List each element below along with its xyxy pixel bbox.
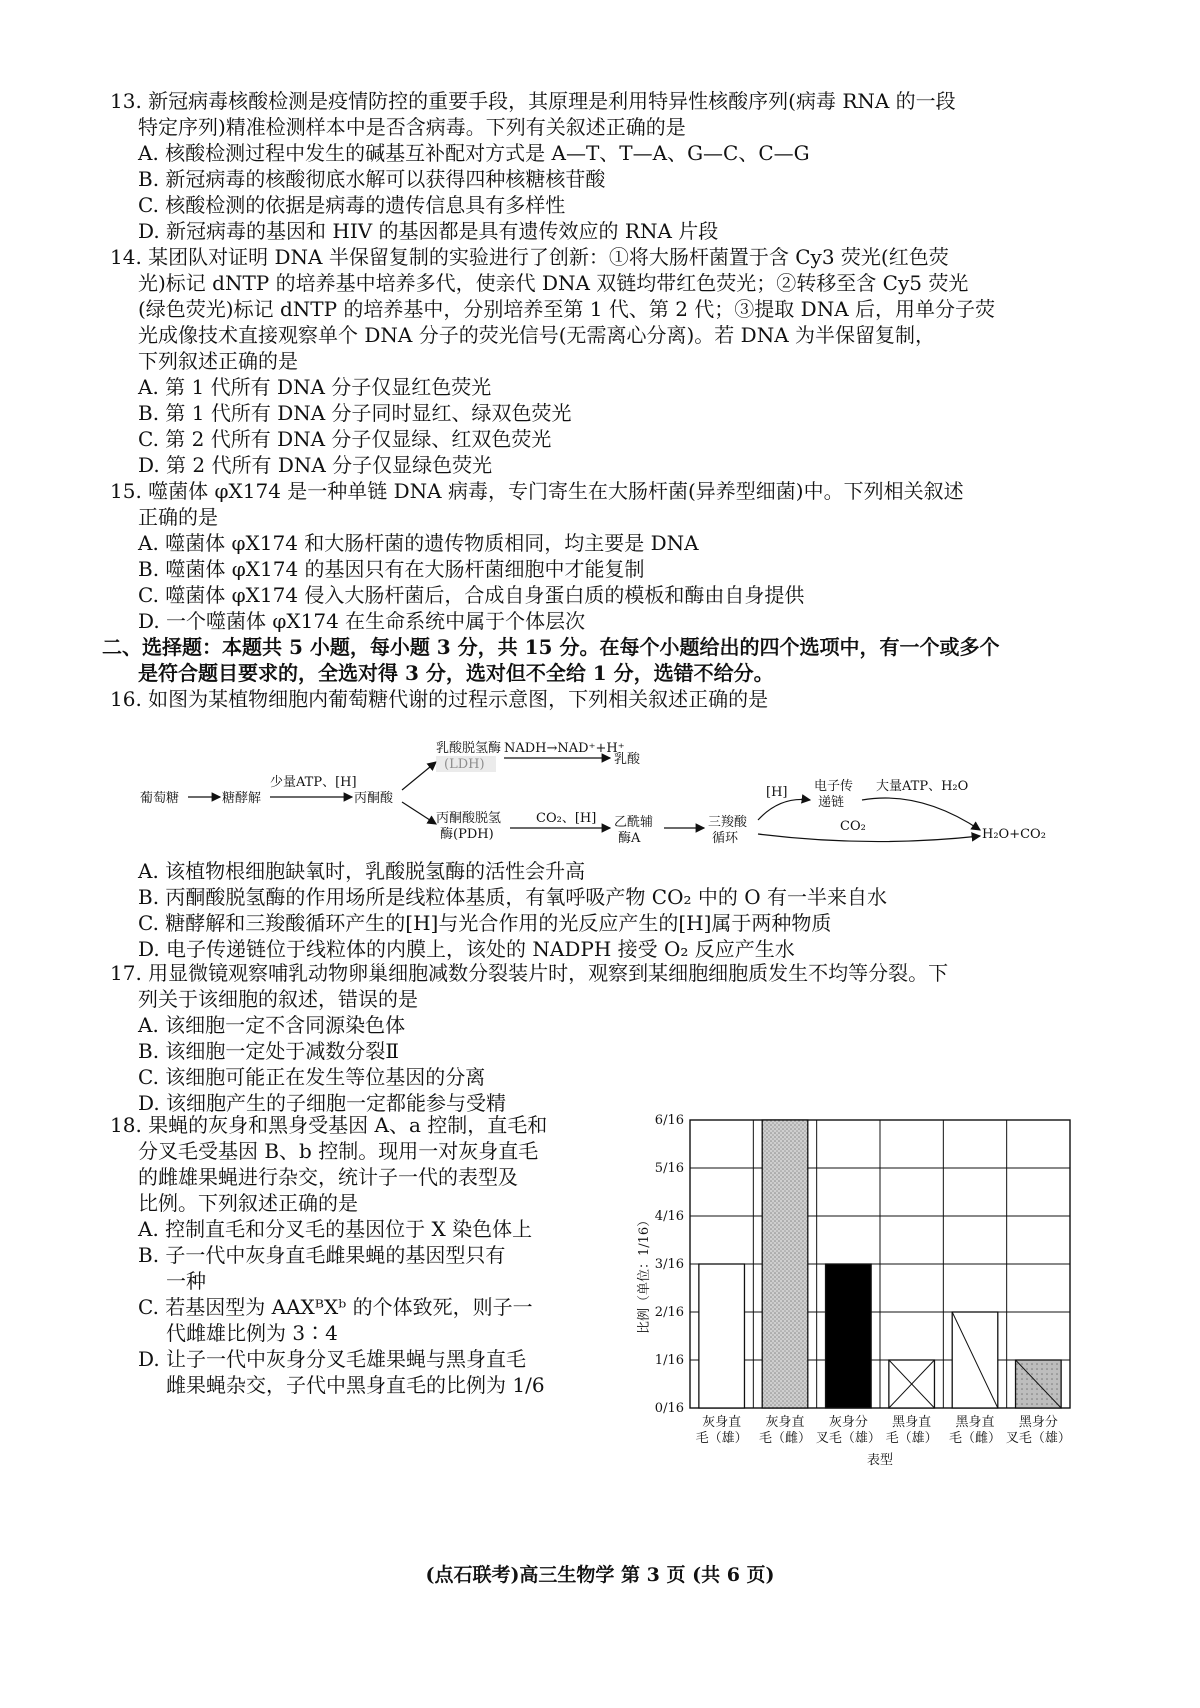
y-tick-label: 6/16 [654,1113,684,1128]
q14-option-b: B. 第 1 代所有 DNA 分子同时显红、绿双色荧光 [138,401,572,425]
etc-label: 电子传 [814,779,854,794]
question-16-stem [110,686,1130,712]
q13-line: 13. 新冠病毒核酸检测是疫情防控的重要手段，其原理是利用特异性核酸序列(病毒 RNA 的一段 [110,89,956,113]
bar [699,1264,745,1408]
q13-option-d: D. 新冠病毒的基因和 HIV 的基因都是具有遗传效应的 RNA 片段 [138,219,719,243]
q18-line: 的雌雄果蝇进行杂交，统计子一代的表型及 [138,1165,518,1189]
y-tick-label: 4/16 [654,1209,684,1224]
question-18 [110,1112,630,1398]
big-atp-label: 大量ATP、H₂O [876,779,969,794]
co2-h-label: CO₂、[H] [536,811,597,826]
glucose-label: 葡萄糖 [140,791,180,806]
q18-line: 分叉毛受基因 B、b 控制。现用一对灰身直毛 [138,1139,539,1163]
q18-option-d: D. 让子一代中灰身分叉毛雄果蝇与黑身直毛 [138,1347,527,1371]
q16-option-b: B. 丙酮酸脱氢酶的作用场所是线粒体基质，有氧呼吸产物 CO₂ 中的 O 有一半来自水 [138,885,887,909]
question-15 [110,478,1130,634]
x-tick-label: 毛（雌） [758,1431,812,1446]
arrow [862,798,980,830]
arrow [758,799,810,820]
tca-label-2: 循环 [712,831,739,846]
pyruvate-label: 丙酮酸 [354,791,394,806]
y-tick-label: 5/16 [654,1161,684,1176]
question-16-options [110,858,1130,962]
q13-option-b: B. 新冠病毒的核酸彻底水解可以获得四种核糖核苷酸 [138,167,606,191]
arrow [758,834,980,842]
acetyl-coa-label: 乙酰辅 [614,815,654,830]
arrow [402,802,436,824]
q17-line: 列关于该细胞的叙述，错误的是 [138,987,418,1011]
co2-label: CO₂ [840,819,866,834]
x-tick-label: 黑身直 [892,1415,932,1430]
y-tick-label: 3/16 [654,1257,684,1272]
q14-line: (绿色荧光)标记 dNTP 的培养基中，分别培养至第 1 代、第 2 代；③提取 DNA 后，用单分子荧 [138,297,995,321]
question-17 [110,960,1130,1116]
question-13 [110,88,1130,244]
q13-line: 特定序列)精准检测样本中是否含病毒。下列有关叙述正确的是 [138,115,686,139]
ldh-label: 乳酸脱氢酶 [436,741,502,756]
product-label: H₂O+CO₂ [982,827,1046,842]
bar [826,1264,872,1408]
pdh-abbr-label: 酶(PDH) [440,827,494,842]
h-label: [H] [766,785,788,800]
q13-option-a: A. 核酸检测过程中发生的碱基互补配对方式是 A—T、T—A、G—C、C—G [138,141,810,165]
q14-line: 14. 某团队对证明 DNA 半保留复制的实验进行了创新：①将大肠杆菌置于含 Cy3 荧光(红色荧 [110,245,949,269]
q17-line: 17. 用显微镜观察哺乳动物卵巢细胞减数分裂装片时，观察到某细胞细胞质发生不均等分裂。下 [110,961,949,985]
q13-option-c: C. 核酸检测的依据是病毒的遗传信息具有多样性 [138,193,566,217]
q18-line: 18. 果蝇的灰身和黑身受基因 A、a 控制，直毛和 [110,1113,548,1137]
q16-option-a: A. 该植物根细胞缺氧时，乳酸脱氢酶的活性会升高 [138,859,586,883]
q15-line: 15. 噬菌体 φX174 是一种单链 DNA 病毒，专门寄生在大肠杆菌(异养型细菌)中。下列相关叙述 [110,479,964,503]
nadh-label: NADH→NAD⁺+H⁺ [504,741,625,756]
x-tick-label: 黑身直 [955,1415,995,1430]
x-tick-label: 灰身直 [702,1415,742,1430]
section-line: 二、选择题：本题共 5 小题，每小题 3 分，共 15 分。在每个小题给出的四个选项中，有一个或多个 [102,635,1000,659]
q17-option-a: A. 该细胞一定不含同源染色体 [138,1013,406,1037]
y-tick-label: 1/16 [654,1353,684,1368]
q14-line: 下列叙述正确的是 [138,349,298,373]
section-2-heading [102,634,1130,686]
x-tick-label: 灰身分 [828,1415,868,1430]
bar [762,1120,808,1408]
small-atp-label: 少量ATP、[H] [270,775,357,790]
q14-option-d: D. 第 2 代所有 DNA 分子仅显绿色荧光 [138,453,493,477]
question-14 [110,244,1130,478]
etc-label-2: 递链 [818,795,845,810]
tca-label: 三羧酸 [708,815,748,830]
arrow [402,762,436,790]
page-footer: (点石联考)高三生物学 第 3 页 (共 6 页) [425,1564,775,1586]
section-line: 是符合题目要求的，全选对得 3 分，选对但不全给 1 分，选错不给分。 [138,661,774,685]
y-axis-label: 比例（单位：1/16） [637,1213,652,1334]
q18-option-a: A. 控制直毛和分叉毛的基因位于 X 染色体上 [138,1217,533,1241]
x-tick-label: 黑身分 [1018,1415,1058,1430]
x-tick-label: 毛（雄） [695,1431,748,1446]
q15-line: 正确的是 [138,505,218,529]
glucose-metabolism-diagram [140,740,1130,860]
q15-option-d: D. 一个噬菌体 φX174 在生命系统中属于个体层次 [138,609,586,633]
glycolysis-label: 糖酵解 [222,791,262,806]
q14-line: 光成像技术直接观察单个 DNA 分子的荧光信号(无需离心分离)。若 DNA 为半保留复制， [138,323,935,347]
q18-option-b-cont: 一种 [166,1269,206,1293]
y-tick-label: 2/16 [654,1305,684,1320]
q14-option-c: C. 第 2 代所有 DNA 分子仅显绿、红双色荧光 [138,427,552,451]
y-tick-label: 0/16 [654,1401,684,1416]
q16-stem: 16. 如图为某植物细胞内葡萄糖代谢的过程示意图，下列相关叙述正确的是 [110,687,769,711]
q15-option-a: A. 噬菌体 φX174 和大肠杆菌的遗传物质相同，均主要是 DNA [138,531,699,555]
q17-option-c: C. 该细胞可能正在发生等位基因的分离 [138,1065,486,1089]
x-tick-labels [696,1414,1071,1446]
q16-option-d: D. 电子传递链位于线粒体的内膜上，该处的 NADPH 接受 O₂ 反应产生水 [138,937,795,961]
q14-option-a: A. 第 1 代所有 DNA 分子仅显红色荧光 [138,375,492,399]
q15-option-c: C. 噬菌体 φX174 侵入大肠杆菌后，合成自身蛋白质的模板和酶由自身提供 [138,583,805,607]
q18-option-c: C. 若基因型为 AAXᴮXᵇ 的个体致死，则子一 [138,1295,533,1319]
x-tick-label: 毛（雌） [948,1431,1002,1446]
x-tick-label: 毛（雄） [885,1431,938,1446]
acetyl-coa-label-2: 酶A [618,831,641,846]
x-tick-label: 灰身直 [765,1415,805,1430]
q18-option-b: B. 子一代中灰身直毛雌果蝇的基因型只有 [138,1243,506,1267]
lactate-label: 乳酸 [614,752,641,767]
ldh-highlight [436,756,496,772]
q18-option-c-cont: 代雌雄比例为 3∶4 [166,1321,338,1345]
x-tick-label: 叉毛（雄） [815,1431,881,1446]
y-tick-labels [655,1113,684,1416]
x-tick-label: 叉毛（雄） [1005,1431,1071,1446]
q15-option-b: B. 噬菌体 φX174 的基因只有在大肠杆菌细胞中才能复制 [138,557,645,581]
q16-option-c: C. 糖酵解和三羧酸循环产生的[H]与光合作用的光反应产生的[H]属于两种物质 [138,911,832,935]
q14-line: 光)标记 dNTP 的培养基中培养多代，使亲代 DNA 双链均带红色荧光；②转移至含 Cy5 荧光 [138,271,969,295]
chart-grid [690,1120,1070,1408]
q17-option-b: B. 该细胞一定处于减数分裂Ⅱ [138,1039,400,1063]
phenotype-ratio-chart [630,1112,1140,1482]
q18-line: 比例。下列叙述正确的是 [138,1191,358,1215]
pdh-label: 丙酮酸脱氢 [436,811,502,826]
q17-option-d: D. 该细胞产生的子细胞一定都能参与受精 [138,1091,507,1115]
q18-option-d-cont: 雌果蝇杂交，子代中黑身直毛的比例为 1/6 [166,1373,545,1397]
x-axis-label: 表型 [866,1453,894,1468]
